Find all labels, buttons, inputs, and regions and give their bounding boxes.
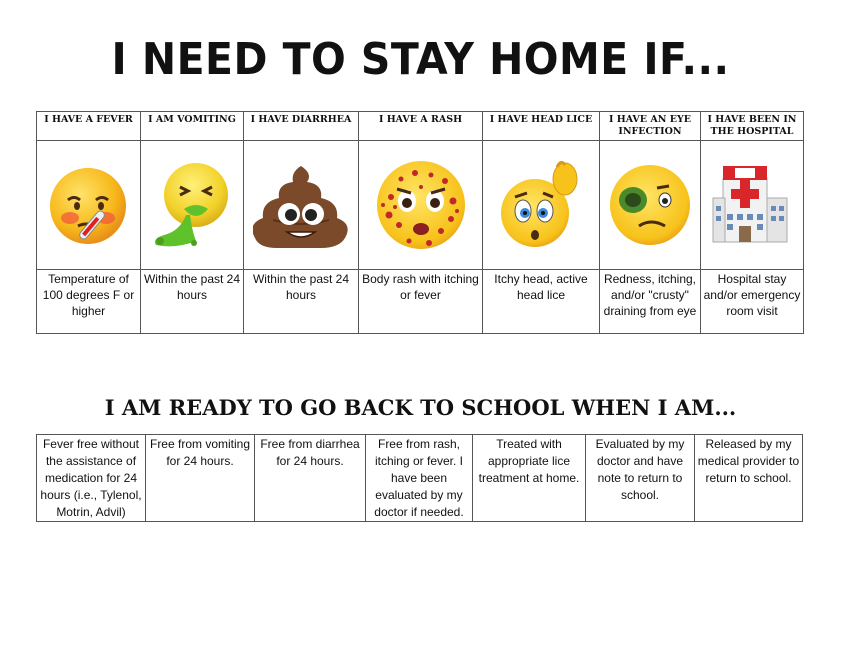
description-eye-infection: Redness, itching, and/or "crusty" draining from eye: [600, 270, 701, 334]
diarrhea-cell: [244, 141, 359, 270]
stay-home-table: [36, 111, 804, 334]
header-rash: I HAVE A RASH: [359, 112, 483, 141]
return-rash: Free from rash, itching or fever. I have been evaluated by my doctor if needed.: [366, 435, 473, 522]
description-rash: Body rash with itching or fever: [359, 270, 483, 334]
vomiting-cell: [141, 141, 244, 270]
description-diarrhea: Within the past 24 hours: [244, 270, 359, 334]
eye-infection-cell: [600, 141, 701, 270]
header-head-lice: I HAVE HEAD LICE: [483, 112, 600, 141]
return-to-school-heading: I AM READY TO GO BACK TO SCHOOL WHEN I AM...: [104, 395, 737, 420]
vomiting-emoji-icon: [146, 159, 238, 251]
rash-face-emoji-icon: [371, 157, 471, 253]
black-eye-emoji-icon: [605, 160, 695, 250]
hospital-building-icon: [709, 162, 795, 248]
hospital-cell: [701, 141, 804, 270]
return-vomiting: Free from vomiting for 24 hours.: [146, 435, 255, 522]
return-diarrhea: Free from diarrhea for 24 hours.: [255, 435, 366, 522]
header-hospital: I HAVE BEEN IN THE HOSPITAL: [701, 112, 804, 141]
return-eye-infection: Evaluated by my doctor and have note to return to school.: [586, 435, 695, 522]
return-hospital: Released by my medical provider to return to school.: [695, 435, 803, 522]
header-fever: I HAVE A FEVER: [37, 112, 141, 141]
description-fever: Temperature of 100 degrees F or higher: [37, 270, 141, 334]
header-eye-infection: I HAVE AN EYE INFECTION: [600, 112, 701, 141]
description-head-lice: Itchy head, active head lice: [483, 270, 600, 334]
fever-cell: [37, 141, 141, 270]
return-head-lice: Treated with appropriate lice treatment at home.: [473, 435, 586, 522]
description-vomiting: Within the past 24 hours: [141, 270, 244, 334]
description-hospital: Hospital stay and/or emergency room visit: [701, 270, 804, 334]
page-title: I NEED TO STAY HOME IF...: [111, 34, 730, 85]
head-lice-cell: [483, 141, 600, 270]
scratching-head-emoji-icon: [495, 157, 587, 253]
return-fever: Fever free without the assistance of medication for 24 hours (i.e., Tylenol, Motrin, Advil): [37, 435, 146, 522]
header-vomiting: I AM VOMITING: [141, 112, 244, 141]
rash-cell: [359, 141, 483, 270]
fever-thermometer-emoji-icon: [44, 160, 134, 250]
poop-emoji-icon: [253, 160, 349, 250]
header-diarrhea: I HAVE DIARRHEA: [244, 112, 359, 141]
return-to-school-table: [36, 434, 803, 522]
